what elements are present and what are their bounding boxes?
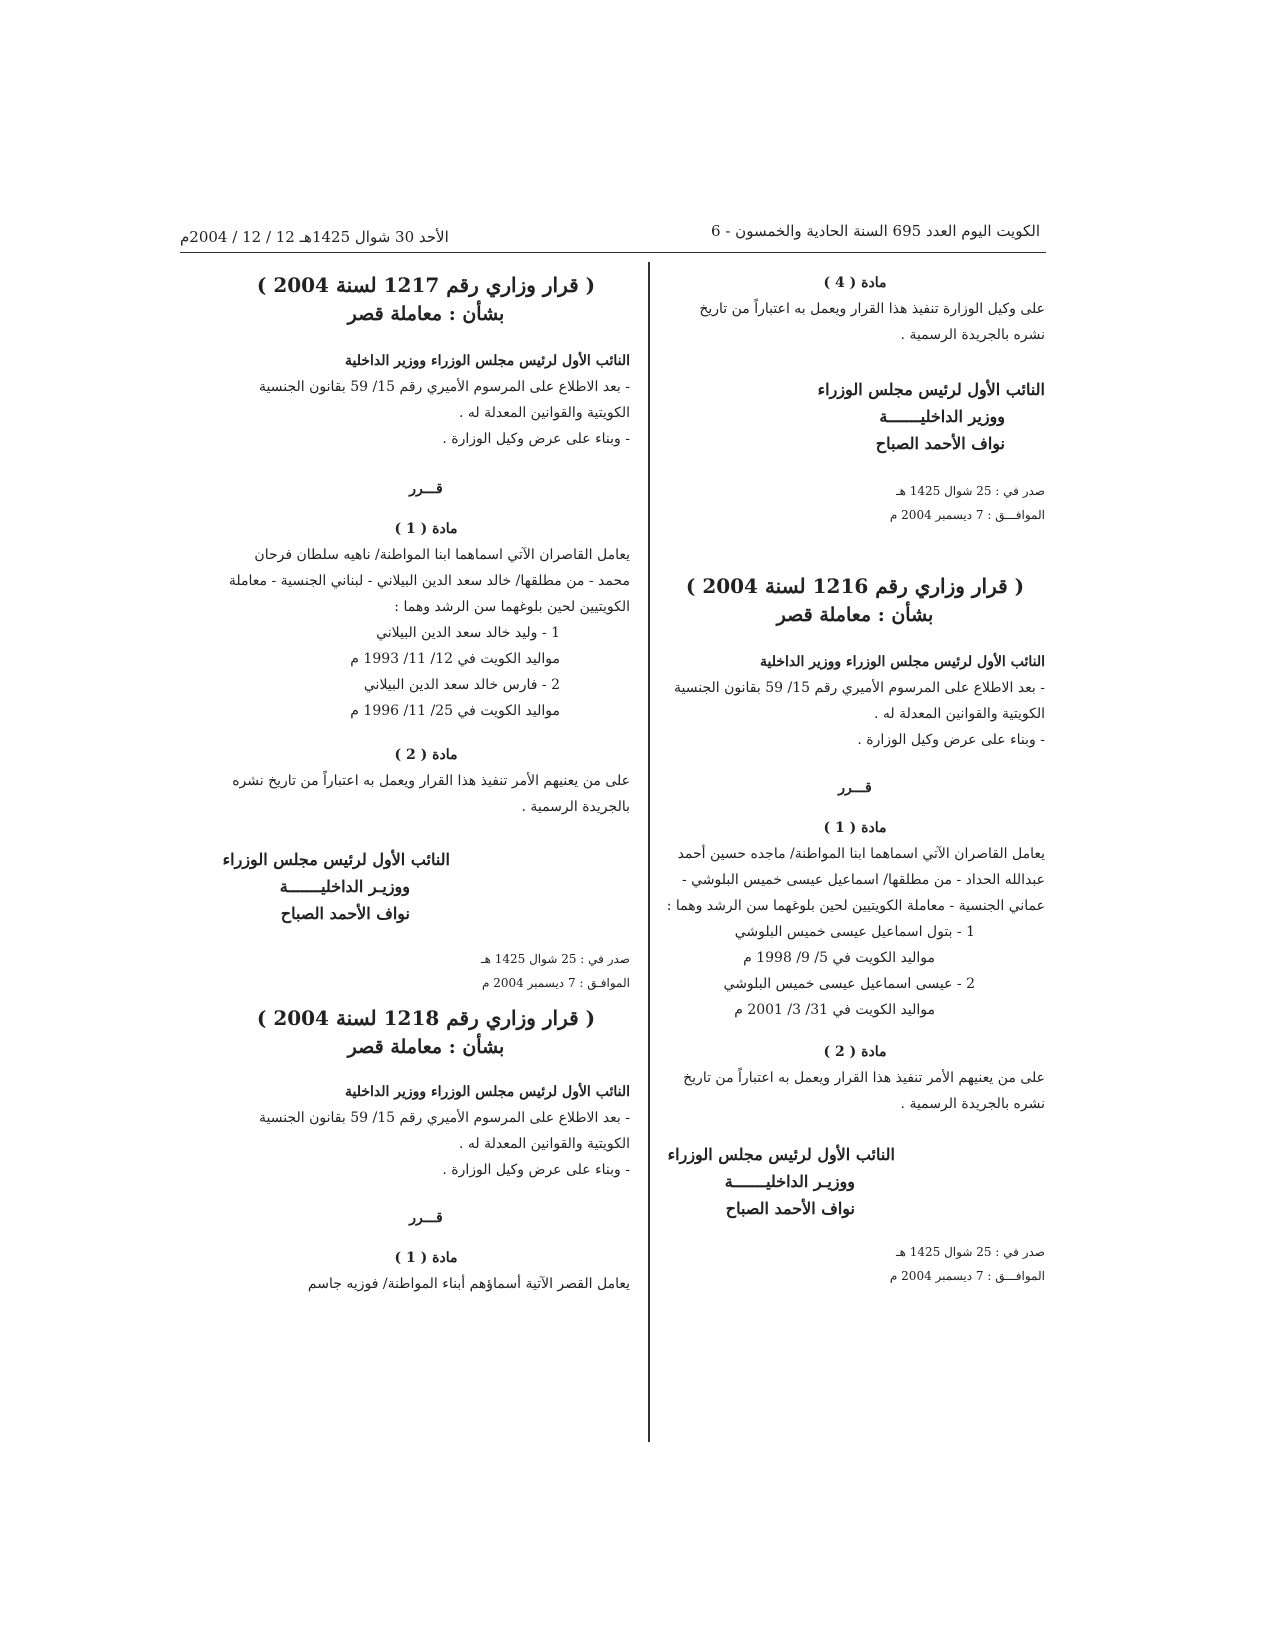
signature-name: نواف الأحمد الصباح — [875, 434, 1005, 453]
decree-1217-article-1-text: يعامل القاصران الآتي اسماهما ابنا المواطنة/ ناهيه سلطان فرحان محمد - من مطلقها/ خالد سعد الدين البيلاني - لبناني الجنسية - معاملة الكويتيين لحين بلوغهما سن الرشد وهما : — [228, 547, 630, 615]
signature-title: النائب الأول لرئيس مجلس الوزراء — [817, 380, 1045, 399]
decree-1218-article-1-title: مادة ( 1 ) — [394, 1250, 458, 1266]
corresponding-date: الموافـق : 7 ديسمبر 2004 م — [481, 976, 630, 990]
decree-1216-article-1-text: يعامل القاصران الآتي اسماهما ابنا المواطنة/ ماجده حسين أحمد عبدالله الحداد - من مطلقها/ اسماعيل عيسى خميس البلوشي - عماني الجنسية - معاملة الكويتيين لحين بلوغهما سن الرشد وهما : — [666, 846, 1045, 914]
decree-1218-preamble-1: - بعد الاطلاع على المرسوم الأميري رقم 15/ 59 بقانون الجنسية الكويتية والقوانين المعدلة له . — [259, 1110, 630, 1152]
decree-1217-preamble-1: - بعد الاطلاع على المرسوم الأميري رقم 15/ 59 بقانون الجنسية الكويتية والقوانين المعدلة له . — [259, 379, 630, 421]
signature-ministry: ووزيـر الداخليـــــــة — [724, 1172, 855, 1191]
decree-1216-title: ( قرار وزاري رقم 1216 لسنة 2004 ) — [685, 574, 1025, 598]
corresponding-date: الموافـــق : 7 ديسمبر 2004 م — [889, 1269, 1045, 1283]
decree-1218-decided: قـــرر — [409, 1210, 443, 1226]
corresponding-date: الموافـــق : 7 ديسمبر 2004 م — [889, 508, 1045, 522]
decree-1217-minor-2-birth: مواليد الكويت في 25/ 11/ 1996 م — [350, 703, 560, 719]
decree-1218-authority: النائب الأول لرئيس مجلس الوزراء ووزير الداخلية — [344, 1084, 630, 1100]
signature-title: النائب الأول لرئيس مجلس الوزراء — [667, 1145, 895, 1164]
decree-1218-article-1-text: يعامل القصر الآتية أسماؤهم أبناء المواطنة/ فوزيه جاسم — [307, 1276, 630, 1292]
decree-1217-title: ( قرار وزاري رقم 1217 لسنة 2004 ) — [256, 273, 596, 297]
decree-1216-minor-2-birth: مواليد الكويت في 31/ 3/ 2001 م — [734, 1002, 935, 1018]
decree-1217-minor-1: 1 - وليد خالد سعد الدين البيلاني — [376, 625, 560, 641]
decree-1216-minor-2: 2 - عيسى اسماعيل عيسى خميس البلوشي — [723, 976, 975, 992]
signature-ministry: ووزيـر الداخليـــــــة — [279, 877, 410, 896]
issued-date: صدر في : 25 شوال 1425 هـ — [481, 952, 630, 966]
decree-1216-article-2-title: مادة ( 2 ) — [823, 1044, 887, 1060]
signature-block-3 — [222, 846, 630, 927]
header-issue-info: الكويت اليوم العدد 695 السنة الحادية والخمسون - 6 — [711, 222, 1040, 240]
decree-1216-article-2-text: على من يعنيهم الأمر تنفيذ هذا القرار ويعمل به اعتباراً من تاريخ نشره بالجريدة الرسمية . — [683, 1070, 1045, 1112]
signature-title: النائب الأول لرئيس مجلس الوزراء — [222, 850, 450, 869]
signature-name: نواف الأحمد الصباح — [725, 1199, 855, 1218]
decree-1216-preamble-1: - بعد الاطلاع على المرسوم الأميري رقم 15/ 59 بقانون الجنسية الكويتية والقوانين المعدلة له . — [674, 680, 1045, 722]
decree-1217-preamble-2: - وبناء على عرض وكيل الوزارة . — [442, 431, 630, 447]
signature-ministry: ووزير الداخليـــــــة — [879, 407, 1005, 426]
decree-1216-preamble-2: - وبناء على عرض وكيل الوزارة . — [857, 732, 1045, 748]
decree-1218-subject: بشأن : معاملة قصر — [347, 1036, 505, 1058]
decree-1216-minor-1: 1 - بتول اسماعيل عيسى خميس البلوشي — [734, 924, 975, 940]
decree-1217-subject: بشأن : معاملة قصر — [347, 303, 505, 325]
decree-1217-article-2-text: على من يعنيهم الأمر تنفيذ هذا القرار ويعمل به اعتباراً من تاريخ نشره بالجريدة الرسمية . — [232, 773, 630, 815]
signature-block-1 — [665, 376, 1045, 457]
decree-1216-article-1-title: مادة ( 1 ) — [823, 820, 887, 836]
issue-date-block-1 — [665, 479, 1045, 527]
right-column — [665, 270, 1045, 1288]
signature-name: نواف الأحمد الصباح — [280, 904, 410, 923]
issue-date-block-2 — [665, 1240, 1045, 1288]
column-divider — [648, 262, 650, 1442]
decree-1217-article-2-title: مادة ( 2 ) — [394, 747, 458, 763]
decree-1216-subject: بشأن : معاملة قصر — [776, 604, 934, 626]
article-4-title: مادة ( 4 ) — [823, 275, 887, 291]
decree-1216-authority: النائب الأول لرئيس مجلس الوزراء ووزير الداخلية — [759, 654, 1045, 670]
header-divider — [180, 252, 1046, 253]
issued-date: صدر في : 25 شوال 1425 هـ — [896, 1245, 1045, 1259]
decree-1216-minor-1-birth: مواليد الكويت في 5/ 9/ 1998 م — [743, 950, 935, 966]
decree-1217-decided: قـــرر — [409, 481, 443, 497]
decree-1218-preamble-2: - وبناء على عرض وكيل الوزارة . — [442, 1162, 630, 1178]
article-4-text: على وكيل الوزارة تنفيذ هذا القرار ويعمل به اعتباراً من تاريخ نشره بالجريدة الرسمية . — [699, 301, 1045, 343]
decree-1216-decided: قـــرر — [838, 780, 872, 796]
left-column — [222, 270, 630, 1297]
issue-date-block-3 — [222, 947, 630, 995]
decree-1217-authority: النائب الأول لرئيس مجلس الوزراء ووزير الداخلية — [344, 353, 630, 369]
decree-1217-minor-2: 2 - فارس خالد سعد الدين البيلاني — [363, 677, 560, 693]
decree-1217-minor-1-birth: مواليد الكويت في 12/ 11/ 1993 م — [350, 651, 560, 667]
header-date: الأحد 30 شوال 1425هـ 12 / 12 / 2004م — [180, 228, 449, 246]
decree-1218-title: ( قرار وزاري رقم 1218 لسنة 2004 ) — [256, 1006, 596, 1030]
decree-1217-article-1-title: مادة ( 1 ) — [394, 521, 458, 537]
issued-date: صدر في : 25 شوال 1425 هـ — [896, 484, 1045, 498]
signature-block-2 — [665, 1141, 1045, 1222]
